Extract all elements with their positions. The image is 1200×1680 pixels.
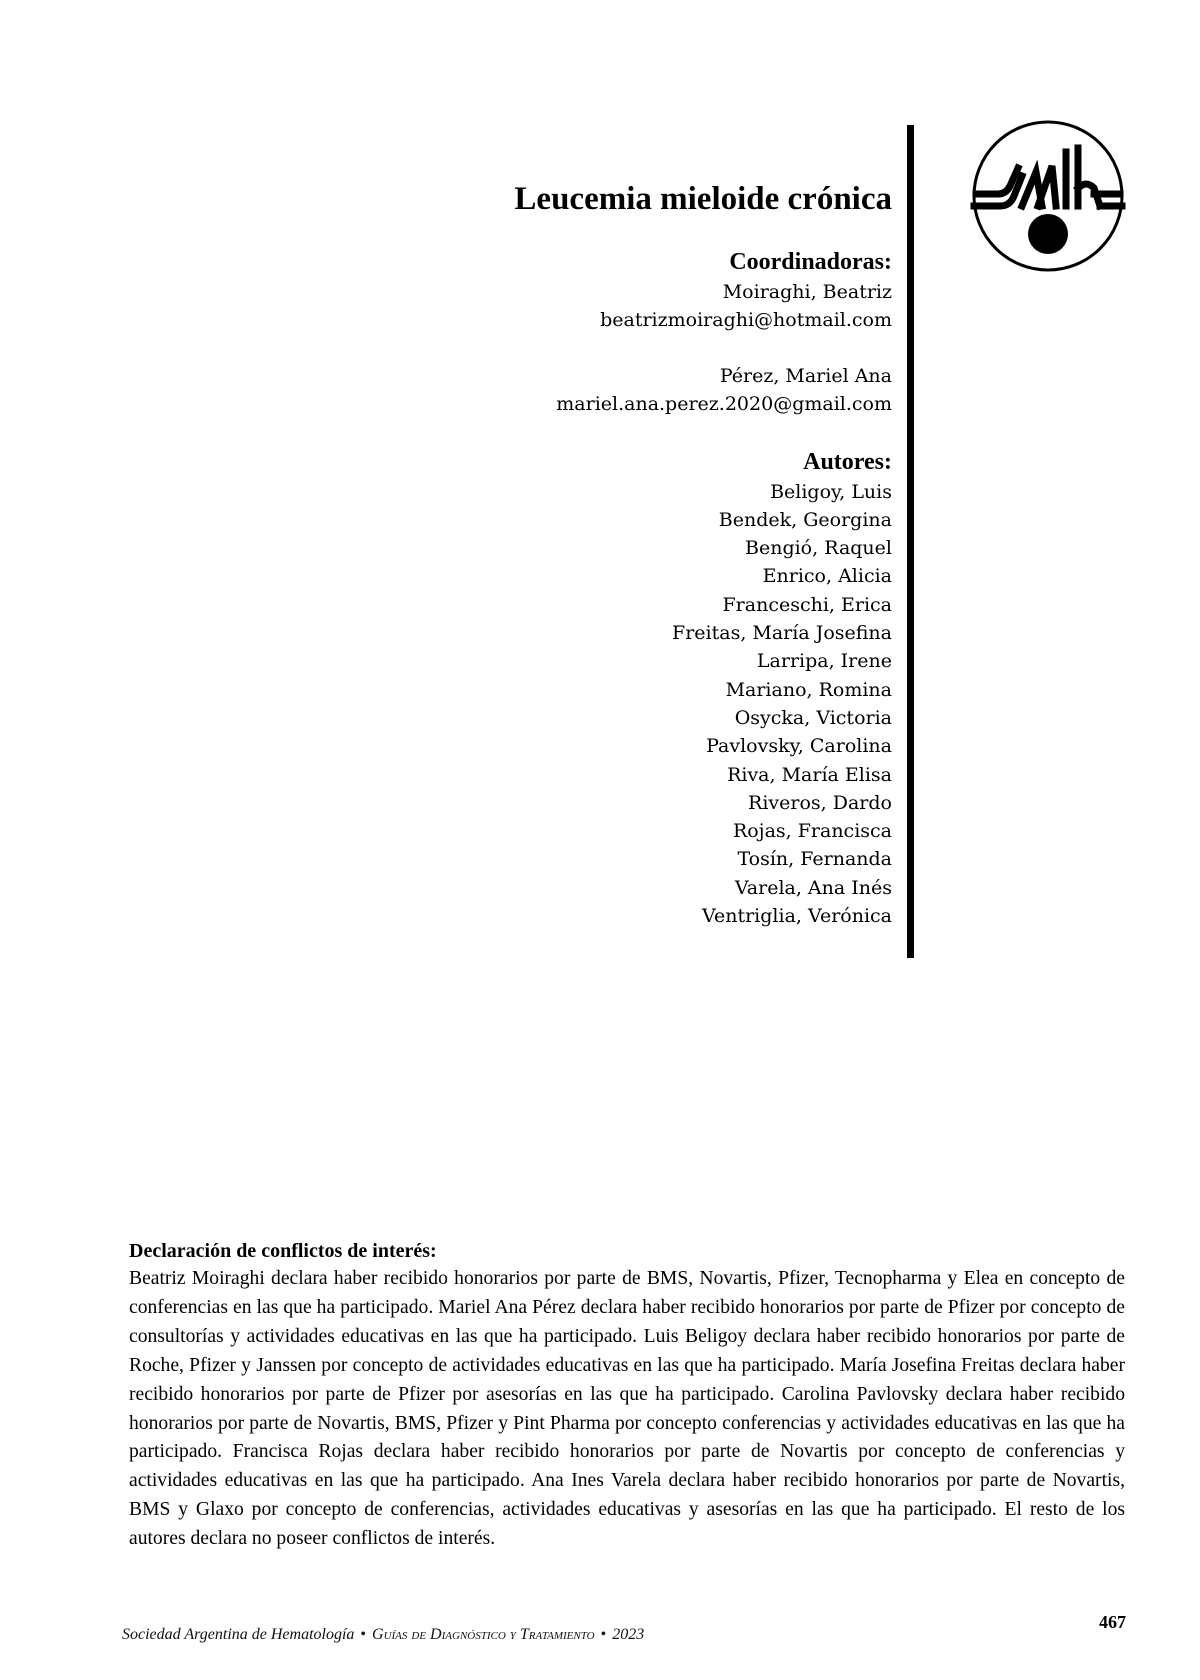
coordinator-name: Pérez, Mariel Ana — [719, 364, 892, 387]
conflicts-heading: Declaración de conflictos de interés: — [129, 1240, 437, 1262]
coordinator-email: beatrizmoiraghi@hotmail.com — [600, 308, 892, 331]
footer-year: 2023 — [612, 1626, 645, 1643]
author-name: Riveros, Dardo — [748, 791, 892, 814]
author-name: Rojas, Francisca — [732, 820, 892, 843]
author-name: Franceschi, Erica — [722, 593, 892, 616]
vertical-rule — [907, 125, 914, 958]
author-name: Tosín, Fernanda — [737, 848, 892, 871]
author-name: Varela, Ana Inés — [734, 876, 892, 899]
footer-separator: • — [600, 1626, 607, 1643]
authors-list — [332, 478, 892, 931]
author-name: Freitas, María Josefina — [672, 622, 892, 645]
author-name: Enrico, Alicia — [762, 565, 892, 588]
footer-society: Sociedad Argentina de Hematología — [122, 1626, 355, 1643]
coordinators-section — [332, 246, 892, 418]
author-name: Ventriglia, Verónica — [702, 905, 892, 928]
coordinator-name: Moiraghi, Beatriz — [722, 280, 892, 303]
page-title: Leucemia mieloide crónica — [514, 181, 892, 217]
author-name: Riva, María Elisa — [727, 763, 892, 786]
coordinator-email: mariel.ana.perez.2020@gmail.com — [556, 392, 892, 415]
author-name: Larripa, Irene — [756, 650, 892, 673]
author-name: Pavlovsky, Carolina — [706, 735, 892, 758]
author-name: Osycka, Victoria — [734, 706, 892, 729]
coordinators-heading: Coordinadoras: — [729, 248, 892, 275]
header-block — [332, 180, 892, 930]
page-footer — [122, 1626, 644, 1644]
footer-separator: • — [360, 1626, 367, 1643]
author-name: Bendek, Georgina — [718, 508, 892, 531]
sah-logo-icon — [970, 118, 1126, 274]
authors-heading: Autores: — [803, 448, 892, 475]
conflicts-of-interest — [129, 1237, 1125, 1554]
page-number: 467 — [1099, 1612, 1126, 1632]
footer-guide: Guías de Diagnóstico y Tratamiento — [372, 1626, 595, 1643]
conflicts-body: Beatriz Moiraghi declara haber recibido honorarios por parte de BMS, Novartis, Pfizer, Tecnopharma y Elea en concepto de conferencias en las que ha participado. Mariel Ana Pérez declara haber recibido honorarios por parte de Pfizer por concepto de consultorías y actividades educativas en las que ha participado. Luis Beligoy declara haber recibido honorarios por parte de Roche, Pfizer y Janssen por concepto de actividades educativas en las que ha participado. María Josefina Freitas declara haber recibido honorarios por parte de Pfizer por asesorías en las que ha participado. Carolina Pavlovsky declara haber recibido honorarios por parte de Novartis, BMS, Pfizer y Pint Pharma por concepto conferencias y actividades educativas en las que ha participado. Francisca Rojas declara haber recibido honorarios por parte de Novartis por concepto de conferencias y actividades educativas en las que ha participado. Ana Ines Varela declara haber recibido honorarios por parte de Novartis, BMS y Glaxo por concepto de conferencias, actividades educativas y asesorías en las que ha participado. El resto de los autores declara no poseer conflictos de interés. — [129, 1268, 1125, 1550]
author-name: Bengió, Raquel — [745, 537, 892, 560]
author-name: Mariano, Romina — [725, 678, 892, 701]
author-name: Beligoy, Luis — [770, 480, 892, 503]
authors-section — [332, 446, 892, 931]
